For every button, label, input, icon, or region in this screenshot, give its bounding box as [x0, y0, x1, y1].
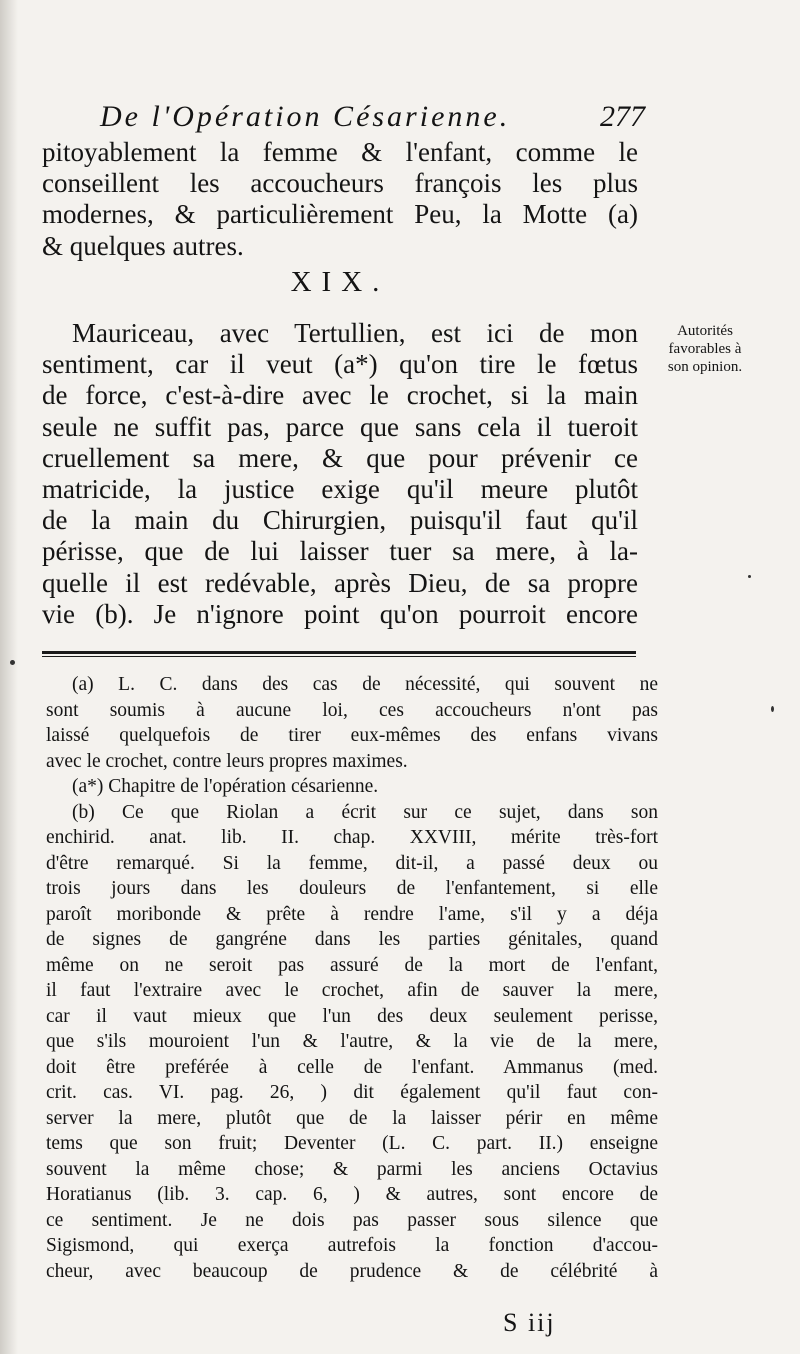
footnote-line: tems que son fruit; Deventer (L. C. part. II.) enseigne [46, 1133, 658, 1154]
text-line: sentiment, car il veut (a*) qu'on tire le fœtus [42, 349, 638, 380]
text-line: vie (b). Je n'ignore point qu'on pourroit encore [42, 598, 638, 629]
text-line: & quelques autres. [42, 230, 244, 261]
footnote-line: ce sentiment. Je ne dois pas passer sous silence que [46, 1209, 658, 1231]
running-title: De l'Opération Césarienne. [100, 100, 511, 133]
footnote-line: car il vaut mieux que l'un des deux seulement perisse, [46, 1005, 658, 1027]
footnote-line: (a*) Chapitre de l'opération césarienne. [72, 776, 379, 797]
signature-mark: S iij [503, 1308, 556, 1337]
footnote-line: de signes de gangréne dans les parties génitales, quand [46, 929, 658, 950]
footnote-line: que s'ils mouroient l'un & l'autre, & la vie de la mere, [46, 1031, 658, 1052]
margin-note [645, 322, 765, 376]
text-line: périsse, que de lui laisser tuer sa mere, à la- [42, 536, 638, 567]
text-line: cruellement sa mere, & que pour prévenir ce [42, 442, 638, 473]
footnote-line: trois jours dans les douleurs de l'enfantement, si elle [46, 878, 658, 899]
page-header [100, 100, 645, 140]
section-heading: XIX. [290, 266, 390, 298]
text-line: quelle il est redévable, après Dieu, de sa propre [42, 567, 638, 598]
footnote-line: enchirid. anat. lib. II. chap. XXVIII, mérite très-fort [46, 827, 658, 848]
footnote-line: il faut l'extraire avec le crochet, afin de sauver la mere, [46, 980, 658, 1001]
footnote-line: Sigismond, qui exerça autrefois la fonction d'accou- [46, 1235, 658, 1256]
footnote-line: d'être remarqué. Si la femme, dit-il, a passé deux ou [46, 852, 658, 874]
text-line: pitoyablement la femme & l'enfant, comme le [42, 137, 638, 167]
ink-speck [771, 706, 774, 712]
footnote-line: (a) L. C. dans des cas de nécessité, qui souvent ne [72, 674, 658, 695]
margin-note-line: favorables à [668, 341, 742, 357]
footnote-line: sont soumis à aucune loi, ces accoucheurs n'ont pas [46, 699, 658, 721]
footnote-line: doit être preférée à celle de l'enfant. Ammanus (med. [46, 1056, 658, 1078]
footnote-line: avec le crochet, contre leurs propres maximes. [46, 750, 408, 772]
footnote-separator-rule [42, 651, 636, 657]
text-line: modernes, & particulièrement Peu, la Motte (a) [42, 199, 638, 230]
footnote-line: même on ne seroit pas assuré de la mort de l'enfant, [46, 954, 658, 976]
page-number: 277 [600, 100, 645, 133]
ink-speck [10, 660, 15, 665]
margin-note-line: Autorités [677, 323, 733, 339]
margin-note-line: son opinion. [667, 359, 743, 375]
text-line: de force, c'est-à-dire avec le crochet, si la main [42, 380, 638, 411]
footnote-line: crit. cas. VI. pag. 26, ) dit également qu'il faut con- [46, 1082, 658, 1103]
footnotes [46, 672, 658, 1284]
footnote-line: Horatianus (lib. 3. cap. 6, ) & autres, sont encore de [46, 1184, 658, 1205]
footnote-line: paroît moribonde & prête à rendre l'ame, s'il y a déja [46, 903, 658, 925]
text-line: Mauriceau, avec Tertullien, est ici de mon [72, 318, 638, 348]
text-line: conseillent les accoucheurs françois les plus [42, 168, 638, 199]
section-paragraph [42, 318, 638, 630]
text-line: matricide, la justice exige qu'il meure plutôt [42, 473, 638, 504]
footnote-line: souvent la même chose; & parmi les anciens Octavius [46, 1158, 658, 1180]
opening-paragraph [42, 137, 638, 262]
footnote-line: (b) Ce que Riolan a écrit sur ce sujet, dans son [72, 801, 658, 823]
text-line: seule ne suffit pas, parce que sans cela il tueroit [42, 411, 638, 442]
footnote-line: laissé quelquefois de tirer eux-mêmes des enfans vivans [46, 725, 658, 746]
text-line: de la main du Chirurgien, puisqu'il faut qu'il [42, 505, 638, 536]
footnote-line: server la mere, plutôt que de la laisser périr en même [46, 1107, 658, 1129]
page-gutter-shadow [0, 0, 18, 1354]
footnote-line: cheur, avec beaucoup de prudence & de célébrité à [46, 1260, 658, 1282]
ink-speck [748, 575, 751, 578]
